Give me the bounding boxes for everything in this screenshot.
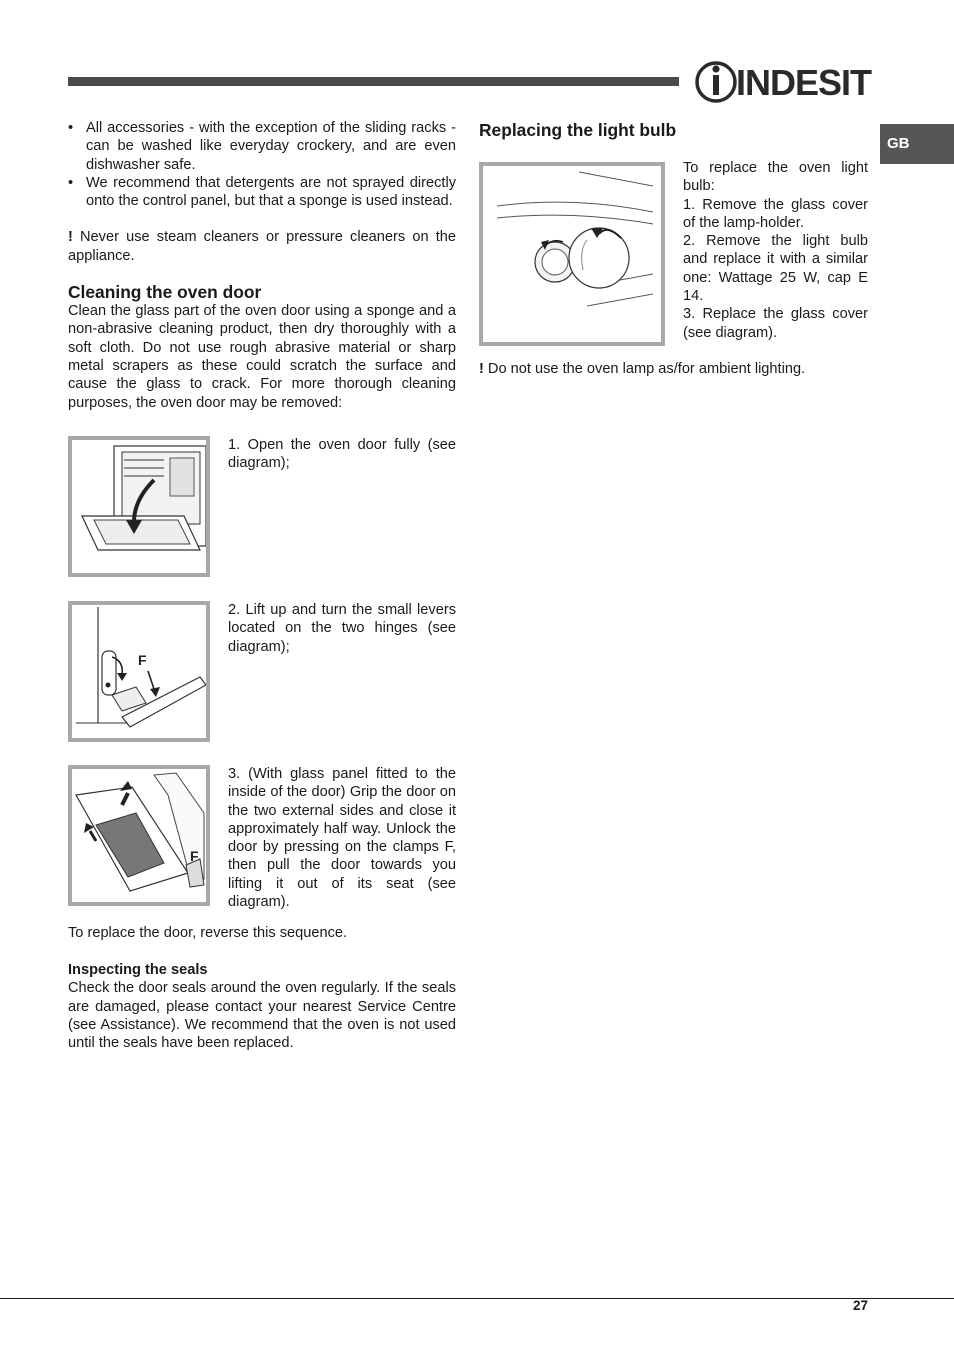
language-tab: GB — [880, 124, 954, 164]
bulb-step: 2. Remove the light bulb and replace it with a similar one: Wattage 25 W, cap E 14. — [683, 233, 868, 305]
step-1-text: 1. Open the oven door fully (see diagram); — [228, 437, 456, 472]
step-2-text: 2. Lift up and turn the small levers located on the two hinges (see diagram); — [228, 602, 456, 655]
door-title: Cleaning the oven door — [68, 282, 262, 303]
page-number: 27 — [852, 1298, 868, 1313]
bullet-item: • We recommend that detergents are not sprayed directly onto the control panel, but that a sponge is used instead. — [68, 174, 456, 211]
bullet-item: • All accessories - with the exception of the sliding racks - can be washed like everyday crockery, and are even dishwasher safe. — [68, 119, 456, 174]
bulb-step: 3. Replace the glass cover (see diagram). — [683, 306, 868, 341]
step-3-text: 3. (With glass panel fitted to the inside of the door) Grip the door on the two external sides and close it approximately half way. Unlock the door by pressing on the clamps F, then pull the door towards you lifting it out of its seat (see diagram). — [228, 766, 456, 911]
header-rule — [68, 77, 679, 86]
replace-door-text: To replace the door, reverse this sequence. — [68, 925, 348, 941]
left-column — [68, 119, 456, 1052]
warning-mark: ! — [68, 229, 73, 246]
right-column — [479, 119, 868, 377]
lamp-warning — [479, 360, 868, 378]
warning-text: Never use steam cleaners or pressure cleaners on the appliance. — [68, 229, 456, 264]
seals-title: Inspecting the seals — [68, 962, 208, 978]
indesit-i-icon — [694, 58, 738, 106]
clamp-label: F — [138, 652, 147, 668]
bulb-step: To replace the oven light bulb: — [683, 160, 868, 195]
bulb-title: Replacing the light bulb — [479, 120, 677, 140]
seals-text: Check the door seals around the oven regularly. If the seals are damaged, please contact your nearest Service Centre (see Assistance). We recommend that the oven is not used until the seals have been replaced. — [68, 980, 456, 1052]
hinge-lever-diagram — [68, 601, 210, 742]
clamp-label: F — [190, 848, 199, 864]
open-door-diagram — [68, 436, 210, 577]
accessory-bullets — [68, 119, 456, 210]
light-bulb-diagram — [479, 162, 665, 346]
brand-wordmark: INDESIT — [736, 62, 872, 103]
seals-section — [68, 961, 456, 1052]
bulb-step: 1. Remove the glass cover of the lamp-holder. — [683, 196, 868, 231]
door-removal-diagram — [68, 765, 210, 906]
brand-logo — [694, 58, 870, 106]
door-text: Clean the glass part of the oven door using a sponge and a non-abrasive cleaning product, then dry thoroughly with a soft cloth. Do not use rough abrasive material or sharp metal scrapers as these could scratch the surface and cause the glass to crack. For more thorough cleaning purposes, the oven door may be removed: — [68, 303, 456, 411]
warning-text: Do not use the oven lamp as/for ambient lighting. — [483, 361, 806, 377]
bulb-steps — [683, 159, 868, 342]
footer-rule — [0, 1298, 954, 1299]
warning-mark: ! — [479, 361, 484, 377]
steam-warning — [68, 228, 456, 265]
